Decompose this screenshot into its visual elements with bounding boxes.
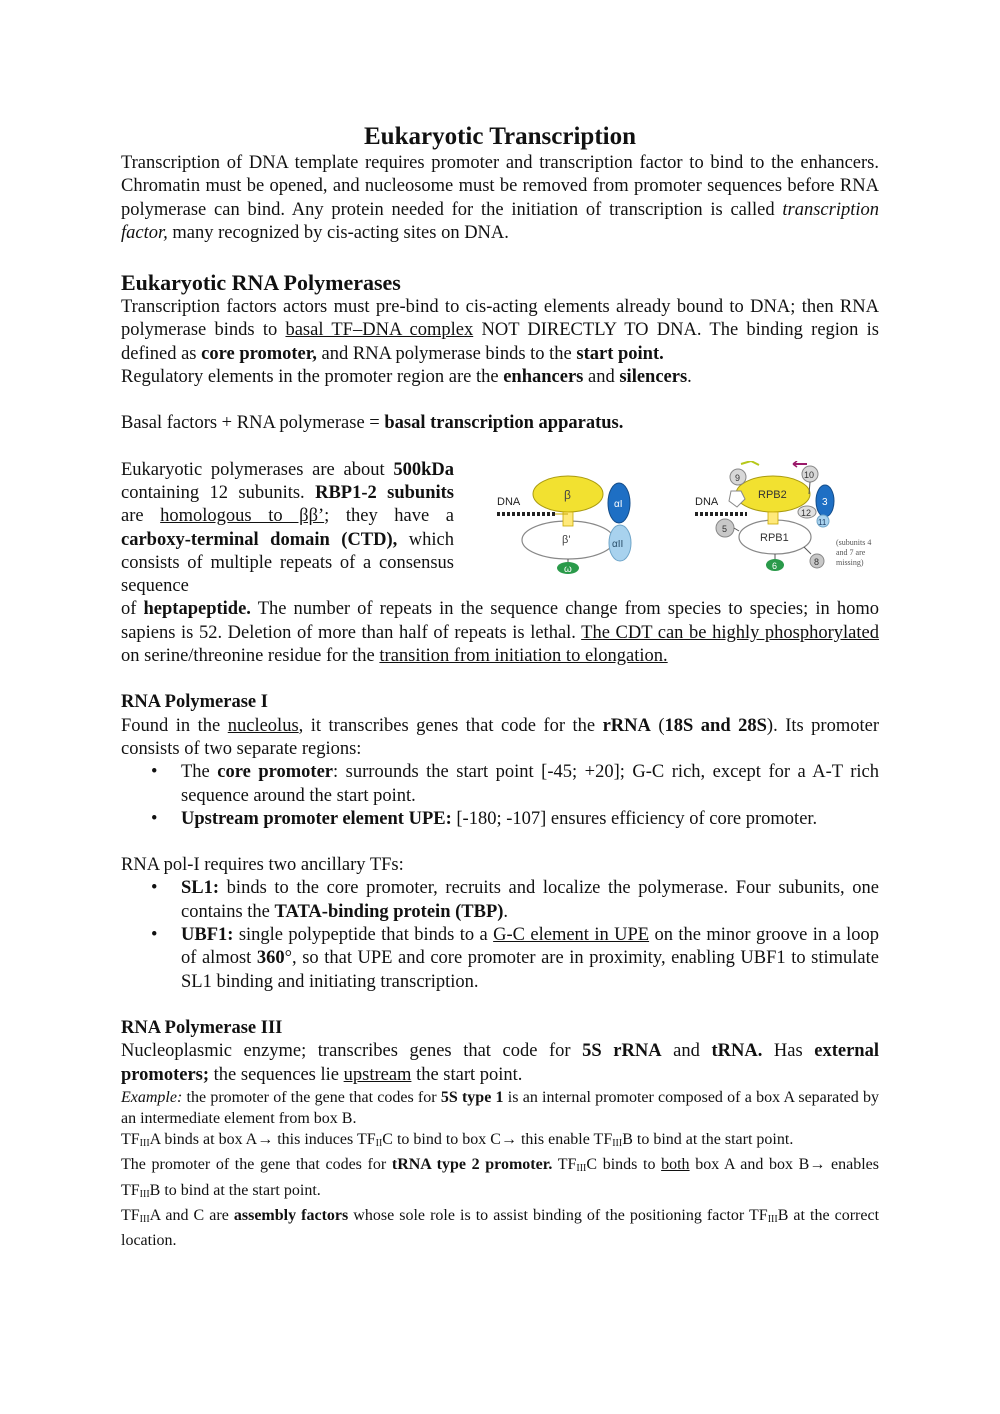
text-run: on serine/threonine residue for the bbox=[121, 646, 380, 667]
subunit-3-label: 3 bbox=[822, 496, 828, 508]
text-run: Transcription factors actors must pre-bind to cis-acting elements already bound to DNA; then RNA polymerase binds to bbox=[121, 297, 879, 341]
text-run: Basal factors + RNA polymerase = bbox=[121, 413, 385, 434]
subscript: III bbox=[139, 1188, 150, 1200]
text-run: whose sole role is to assist binding of the positioning factor TF bbox=[348, 1206, 768, 1224]
underlined-term: both bbox=[661, 1156, 690, 1174]
text-run: [-180; -107] ensures efficiency of core promoter. bbox=[451, 808, 818, 829]
text-run: Nucleoplasmic enzyme; transcribes genes that code for bbox=[121, 1041, 583, 1062]
bold-term: core promoter bbox=[217, 762, 334, 783]
subunit-12-label: 12 bbox=[801, 507, 812, 518]
right-arrow-icon: → bbox=[500, 1131, 517, 1149]
text-run: . bbox=[687, 367, 692, 388]
paragraph-basal-apparatus bbox=[121, 412, 879, 435]
bold-term: 18S and 28S bbox=[664, 715, 767, 736]
bold-term: Upstream promoter element UPE: bbox=[181, 808, 452, 829]
text-run: TF bbox=[552, 1156, 577, 1174]
text-run: The number of repeats in the sequence change from species to species; in homo sapiens is 52. Deletion of more than half of repeats is lethal. bbox=[121, 599, 879, 643]
subunit-9-label: 9 bbox=[735, 472, 741, 483]
rpb2-label: RPB2 bbox=[758, 488, 787, 501]
list-item bbox=[121, 808, 879, 831]
subscript: III bbox=[612, 1138, 623, 1150]
rpb1-label: RPB1 bbox=[760, 531, 789, 544]
bold-term: start point. bbox=[576, 343, 664, 364]
text-run: ( bbox=[650, 715, 665, 736]
subunit-6-label: 6 bbox=[772, 560, 778, 571]
text-run: which consists of multiple repeats of a consensus sequence bbox=[121, 529, 454, 597]
text-run: B to bind at the start point. bbox=[622, 1131, 794, 1149]
bold-term: tRNA. bbox=[711, 1041, 763, 1062]
subscript: III bbox=[767, 1213, 778, 1225]
text-run: ). Its promoter consists of two separate regions: bbox=[121, 715, 879, 759]
bacterial-polymerase-diagram bbox=[497, 476, 631, 575]
text-run: many recognized by cis-acting sites on DNA. bbox=[167, 222, 509, 243]
text-run: . bbox=[503, 901, 509, 922]
bold-term: core promoter, bbox=[201, 343, 317, 364]
underlined-term: basal TF–DNA complex bbox=[285, 320, 474, 341]
subunit-5-label: 5 bbox=[722, 523, 728, 534]
text-run: B at the correct location. bbox=[121, 1206, 880, 1250]
bold-term: 5S type 1 bbox=[440, 1088, 504, 1106]
underlined-term: homologous to ββ’ bbox=[160, 506, 325, 527]
alpha-two-label: αII bbox=[612, 538, 624, 550]
subscript: III bbox=[139, 1213, 150, 1225]
underlined-term: The CDT can be highly phosphorylated bbox=[581, 622, 879, 643]
ancillary-tf-list bbox=[121, 877, 879, 993]
subunit-10-label: 10 bbox=[804, 469, 815, 480]
text-run: A and C are bbox=[149, 1206, 234, 1224]
text-run: containing 12 subunits. bbox=[121, 482, 316, 503]
text-run: A binds at box A bbox=[149, 1131, 258, 1149]
dna-label-right: DNA bbox=[695, 495, 719, 508]
paragraph-polymerase-subunits bbox=[121, 459, 454, 599]
text-run: B to bind at the start point. bbox=[149, 1181, 321, 1199]
italic-term: transcription factor, bbox=[121, 199, 879, 243]
underlined-term: transition from initiation to elongation. bbox=[379, 646, 668, 667]
document-page bbox=[121, 122, 879, 1251]
underlined-term: nucleolus bbox=[227, 715, 299, 736]
right-arrow-icon: → bbox=[809, 1156, 826, 1174]
text-run: ; they have a bbox=[324, 506, 454, 527]
text-run: single polypeptide that binds to a bbox=[233, 925, 494, 946]
list-item bbox=[121, 924, 879, 994]
eukaryotic-polymerase-diagram bbox=[695, 461, 871, 571]
text-run: on the minor groove in a loop of almost bbox=[181, 925, 879, 969]
section-heading-pol-1: RNA Polymerase I bbox=[121, 692, 268, 713]
list-item bbox=[121, 877, 879, 924]
text-run: is an internal promoter composed of a box A separated by an intermediate element from box B. bbox=[121, 1088, 880, 1127]
text-run: Eukaryotic polymerases are about bbox=[121, 459, 394, 480]
text-run: TF bbox=[121, 1206, 140, 1224]
missing-subunits-note: and 7 are bbox=[836, 547, 866, 557]
beta-label: β bbox=[564, 487, 571, 502]
bold-term: 500kDa bbox=[393, 459, 454, 480]
paragraph-basal-complex bbox=[121, 296, 879, 366]
text-run: of bbox=[121, 599, 144, 620]
subscript: III bbox=[139, 1138, 150, 1150]
bold-term: heptapeptide. bbox=[143, 599, 251, 620]
list-item bbox=[121, 761, 879, 808]
text-run: enables TF bbox=[121, 1156, 879, 1199]
bold-term: tRNA type 2 promoter. bbox=[391, 1156, 553, 1174]
promoter-regions-list bbox=[121, 761, 879, 831]
text-run: box A and box B bbox=[689, 1156, 810, 1174]
text-run: NOT DIRECTLY TO DNA. The binding region is defined as bbox=[121, 320, 879, 364]
paragraph-regulatory-elements bbox=[121, 366, 879, 389]
paragraph-assembly-factors bbox=[121, 1205, 879, 1251]
bold-term: basal transcription apparatus. bbox=[384, 413, 624, 434]
text-run: Regulatory elements in the promoter region are the bbox=[121, 367, 504, 388]
italic-term: Example: bbox=[121, 1088, 183, 1106]
text-run: Transcription of DNA template requires promoter and transcription factor to bind to the enhancers. Chromatin must be opened, and nucleosome must be removed from promoter sequences before RNA polymerase can bind. Any protein needed for the initiation of transcription is called bbox=[121, 153, 879, 220]
text-run: Has bbox=[762, 1041, 815, 1062]
text-run: and bbox=[583, 367, 620, 388]
intro-paragraph bbox=[121, 152, 879, 245]
missing-subunits-note: (subunits 4 bbox=[836, 537, 872, 547]
subscript: III bbox=[576, 1163, 587, 1175]
bold-term: external promoters; bbox=[121, 1041, 879, 1085]
omega-label: ω bbox=[564, 563, 572, 575]
right-arrow-icon: → bbox=[257, 1131, 274, 1149]
text-run: : surrounds the start point [-45; +20]; G-C rich, except for a A-T rich sequence around the start point. bbox=[181, 762, 879, 806]
bold-term: assembly factors bbox=[233, 1206, 349, 1224]
bold-term: TATA-binding protein (TBP) bbox=[274, 901, 504, 922]
paragraph-tf-binding-order bbox=[121, 1129, 879, 1154]
text-run: and RNA polymerase binds to the bbox=[316, 343, 577, 364]
alpha-one-label: αI bbox=[614, 498, 623, 510]
dna-label-left: DNA bbox=[497, 495, 521, 508]
section-heading-rna-polymerases: Eukaryotic RNA Polymerases bbox=[121, 270, 401, 296]
polymerase-section-with-figure bbox=[121, 459, 879, 599]
bold-term: enhancers bbox=[503, 367, 584, 388]
beta-prime-label: β' bbox=[562, 533, 571, 546]
text-run: C binds to bbox=[586, 1156, 662, 1174]
text-run: and bbox=[661, 1041, 712, 1062]
bold-term: RBP1-2 subunits bbox=[315, 482, 455, 503]
text-run: The bbox=[181, 762, 218, 783]
paragraph-pol-1-intro bbox=[121, 715, 879, 762]
text-run: binds to the core promoter, recruits and localize the polymerase. Four subunits, one contains the bbox=[181, 878, 879, 922]
text-run: the promoter of the gene that codes for bbox=[182, 1088, 441, 1106]
bold-term: silencers bbox=[619, 367, 688, 388]
underlined-term: G-C element in UPE bbox=[493, 925, 650, 946]
underlined-term: upstream bbox=[343, 1064, 412, 1085]
text-run: the sequences lie bbox=[209, 1064, 344, 1085]
page-title: Eukaryotic Transcription bbox=[363, 123, 636, 150]
text-run: °, so that UPE and core promoter are in proximity, enabling UBF1 to stimulate SL1 binding and initiating transcription. bbox=[181, 948, 879, 992]
bold-term: carboxy-terminal domain (CTD), bbox=[121, 529, 398, 550]
text-run: the start point. bbox=[411, 1064, 523, 1085]
paragraph-heptapeptide bbox=[121, 598, 879, 668]
text-run: this induces TF bbox=[273, 1131, 376, 1149]
subunit-8-label: 8 bbox=[814, 556, 820, 567]
paragraph-pol-3-intro bbox=[121, 1040, 879, 1087]
section-heading-pol-3: RNA Polymerase III bbox=[121, 1017, 283, 1038]
text-run: are bbox=[121, 506, 161, 527]
subunit-11-label: 11 bbox=[818, 517, 827, 527]
subscript: II bbox=[375, 1138, 383, 1150]
paragraph-ancillary-tfs: RNA pol-I requires two ancillary TFs: bbox=[121, 855, 404, 876]
text-run: TF bbox=[121, 1131, 140, 1149]
text-run: this enable TF bbox=[516, 1131, 613, 1149]
missing-subunits-note: missing) bbox=[836, 557, 864, 567]
paragraph-trna-promoter bbox=[121, 1154, 879, 1204]
paragraph-5s-example bbox=[121, 1087, 879, 1129]
bold-term: SL1: bbox=[181, 878, 220, 899]
text-run: The promoter of the gene that codes for bbox=[121, 1156, 392, 1174]
text-run: , it transcribes genes that code for the bbox=[298, 715, 603, 736]
bold-term: 5S rRNA bbox=[582, 1041, 662, 1062]
text-run: C to bind to box C bbox=[382, 1131, 501, 1149]
text-run: Found in the bbox=[121, 715, 228, 736]
bold-term: rRNA bbox=[602, 715, 651, 736]
bold-term: UBF1: bbox=[181, 925, 234, 946]
polymerase-structure-figure bbox=[493, 461, 879, 586]
bold-term: 360 bbox=[256, 948, 285, 969]
